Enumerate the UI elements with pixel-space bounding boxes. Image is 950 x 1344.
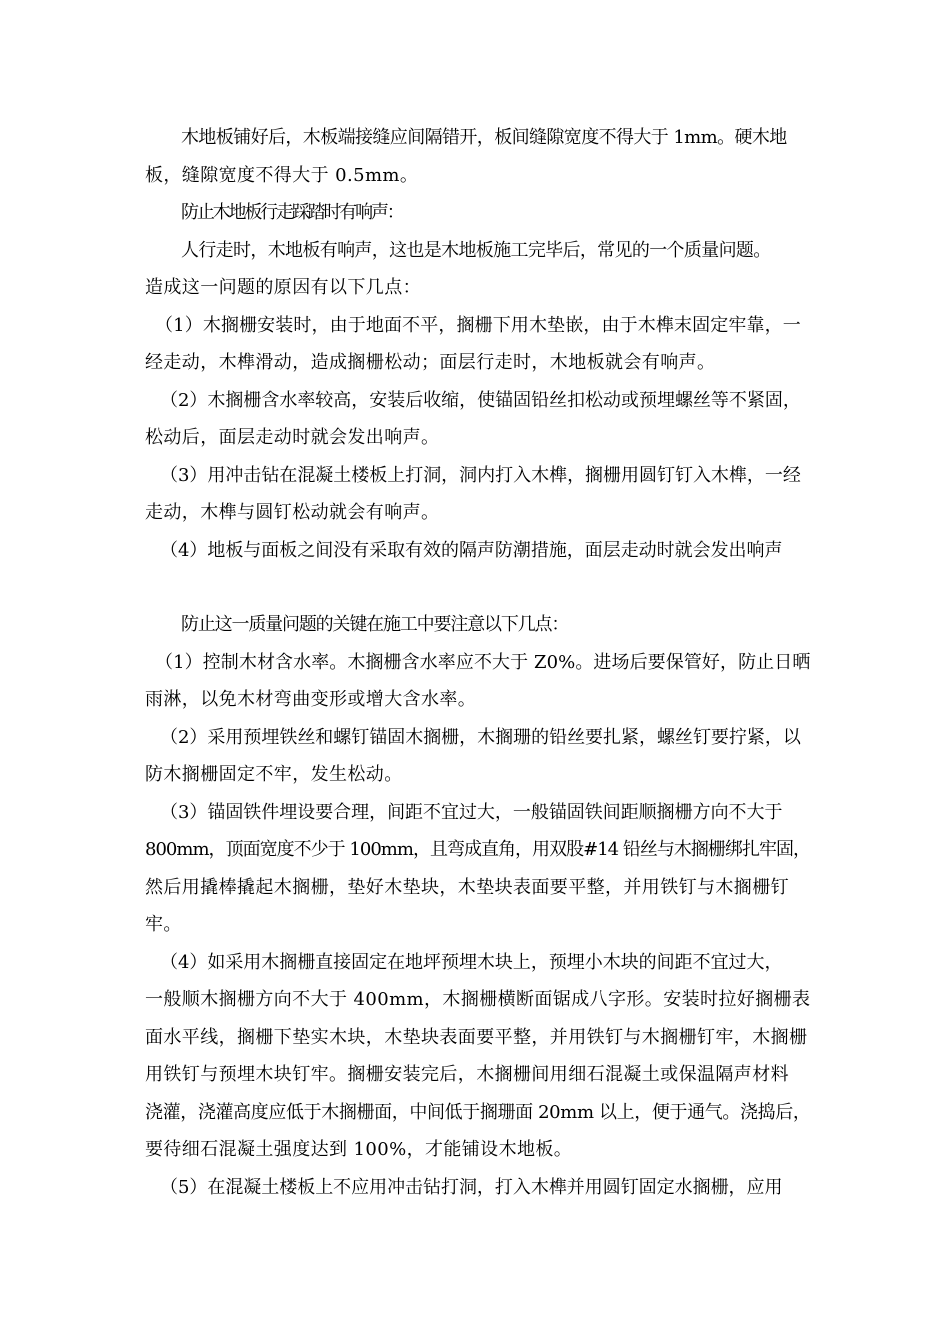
list-item-line: 经走动，木榫滑动，造成搁栅松动；面层行走时，木地板就会有响声。 [145,352,716,373]
paragraph-line: 造成这一问题的原因有以下几点： [145,277,421,298]
list-item-line: 走动，木榫与圆钉松动就会有响声。 [145,502,440,523]
paragraph-line: 人行走时，木地板有响声，这也是木地板施工完毕后，常见的一个质量问题。 [181,240,771,261]
list-item-line: （3）锚固铁件埋设要合理，间距不宜过大，一般锚固铁间距顺搁栅方向不大于 [160,802,783,823]
list-item-line: （2）木搁栅含水率较高，安装后收缩，使锚固铅丝扣松动或预埋螺丝等不紧固， [160,390,801,411]
paragraph-line: 木地板铺好后，木板端接缝应间隔错开，板间缝隙宽度不得大于 1mm。硬木地 [181,127,787,148]
list-item-line: （2）采用预埋铁丝和螺钉锚固木搁栅，木搁珊的铅丝要扎紧，螺丝钉要拧紧，以 [160,727,801,748]
list-item-line: （1）木搁栅安装时，由于地面不平，搁栅下用木垫嵌，由于木榫末固定牢靠，一 [155,315,801,336]
list-item-line: 雨淋，以免木材弯曲变形或增大含水率。 [145,689,477,710]
paragraph-line: 板，缝隙宽度不得大于 0.5mm。 [145,165,419,186]
list-item-line: （3）用冲击钻在混凝土楼板上打洞，洞内打入木榫，搁栅用圆钉钉入木榫，一经 [160,465,801,486]
list-item-line: 牢。 [145,914,182,935]
list-item-line: （1）控制木材含水率。木搁栅含水率应不大于 Z0%。进场后要保管好，防止日晒 [155,652,811,673]
section-heading: 防止木地板行走踩踏时有响声： [181,202,403,223]
list-item-line: 松动后，面层走动时就会发出响声。 [145,427,440,448]
list-item-line: 用铁钉与预埋木块钉牢。搁栅安装完后，木搁栅间用细石混凝土或保温隔声材料 [145,1064,789,1085]
list-item-line: 要待细石混凝土强度达到 100%，才能铺设木地板。 [145,1139,573,1160]
list-item-line: （4）如采用木搁栅直接固定在地坪预埋木块上，预埋小木块的间距不宜过大， [160,952,783,973]
list-item-line: 防木搁栅固定不牢，发生松动。 [145,764,403,785]
list-item-line: 浇灌，浇灌高度应低于木搁栅面，中间低于搁珊面 20mm 以上，便于通气。浇捣后， [145,1102,811,1123]
list-item-line: 800mm，顶面宽度不少于 100mm，且弯成直角，用双股#14 铅丝与木搁栅绑扎牢固， [145,839,811,860]
list-item-line: 然后用撬棒撬起木搁栅，垫好木垫块，木垫块表面要平整，并用铁钉与木搁栅钉 [145,877,789,898]
list-item-line: 面水平线，搁栅下垫实木块，木垫块表面要平整，并用铁钉与木搁栅钉牢，木搁栅 [145,1027,808,1048]
list-item-line: （4）地板与面板之间没有采取有效的隔声防潮措施，面层走动时就会发出响声 [160,540,783,561]
list-item-line: （5）在混凝土楼板上不应用冲击钻打洞，打入木榫并用圆钉固定水搁栅，应用 [160,1177,783,1198]
list-item-line: 一般顺木搁栅方向不大于 400mm，木搁栅横断面锯成八字形。安装时拉好搁栅表 [145,989,811,1010]
section-heading: 防止这一质量问题的关键在施工中要注意以下几点： [181,614,569,635]
